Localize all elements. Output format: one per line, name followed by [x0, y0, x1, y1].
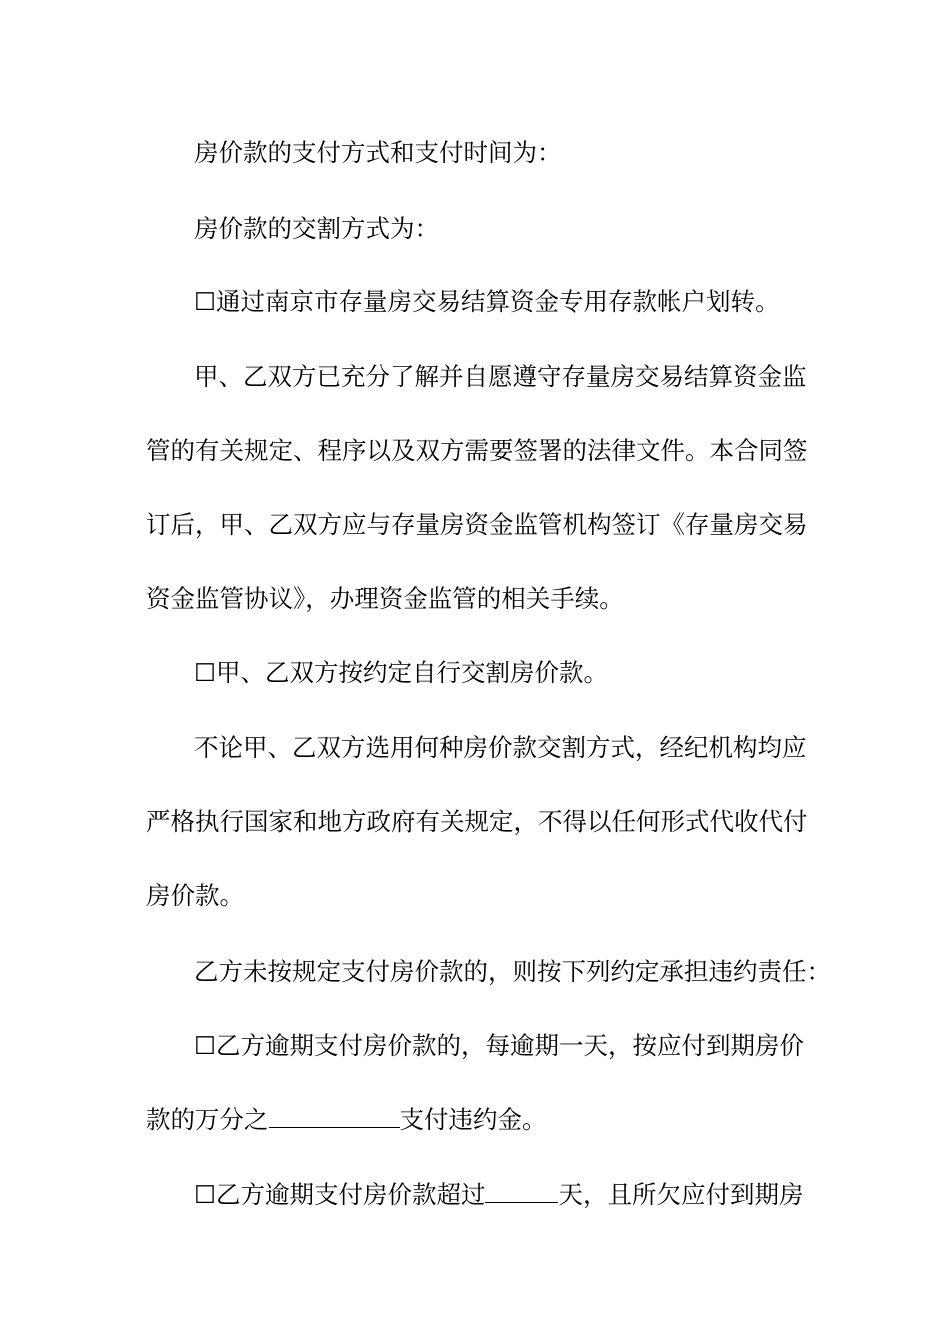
- paragraph-escrow-line-3: 订后，甲、乙双方应与存量房资金监管机构签订《存量房交易: [146, 510, 808, 539]
- option-overdue-days: [194, 1178, 803, 1212]
- paragraph-breach-intro: 乙方未按规定支付房价款的，则按下列约定承担违约责任：: [194, 957, 831, 986]
- late-payment-text-after-blank: 支付违约金。: [399, 1105, 547, 1134]
- paragraph-agency-line-3: 房价款。: [146, 881, 244, 910]
- paragraph-payment-method: 房价款的支付方式和支付时间为：: [194, 138, 562, 167]
- option-late-payment-line-1: ☐乙方逾期支付房价款的，每逾期一天，按应付到期房价: [194, 1031, 804, 1060]
- overdue-text-after-blank: 天，且所欠应付到期房: [558, 1180, 804, 1209]
- overdue-text-before-blank: ☐乙方逾期支付房价款超过: [194, 1180, 486, 1209]
- paragraph-delivery-method: 房价款的交割方式为：: [194, 214, 439, 243]
- paragraph-escrow-line-4: 资金监管协议》，办理资金监管的相关手续。: [146, 584, 624, 613]
- option-late-payment-line-2: [146, 1103, 547, 1137]
- late-payment-text-before-blank: 款的万分之: [146, 1105, 269, 1134]
- paragraph-agency-line-1: 不论甲、乙双方选用何种房价款交割方式，经纪机构均应: [194, 733, 807, 762]
- paragraph-escrow-line-2: 管的有关规定、程序以及双方需要签署的法律文件。本合同签: [146, 436, 808, 465]
- paragraph-escrow-line-1: 甲、乙双方已充分了解并自愿遵守存量房交易结算资金监: [194, 362, 807, 391]
- option-escrow-account: ☐通过南京市存量房交易结算资金专用存款帐户划转。: [194, 287, 780, 316]
- fill-in-blank-days[interactable]: [485, 1180, 558, 1203]
- fill-in-blank-rate[interactable]: [269, 1105, 400, 1128]
- paragraph-agency-line-2: 严格执行国家和地方政府有关规定，不得以任何形式代收代付: [146, 807, 808, 836]
- option-self-delivery: ☐甲、乙双方按约定自行交割房价款。: [194, 658, 608, 687]
